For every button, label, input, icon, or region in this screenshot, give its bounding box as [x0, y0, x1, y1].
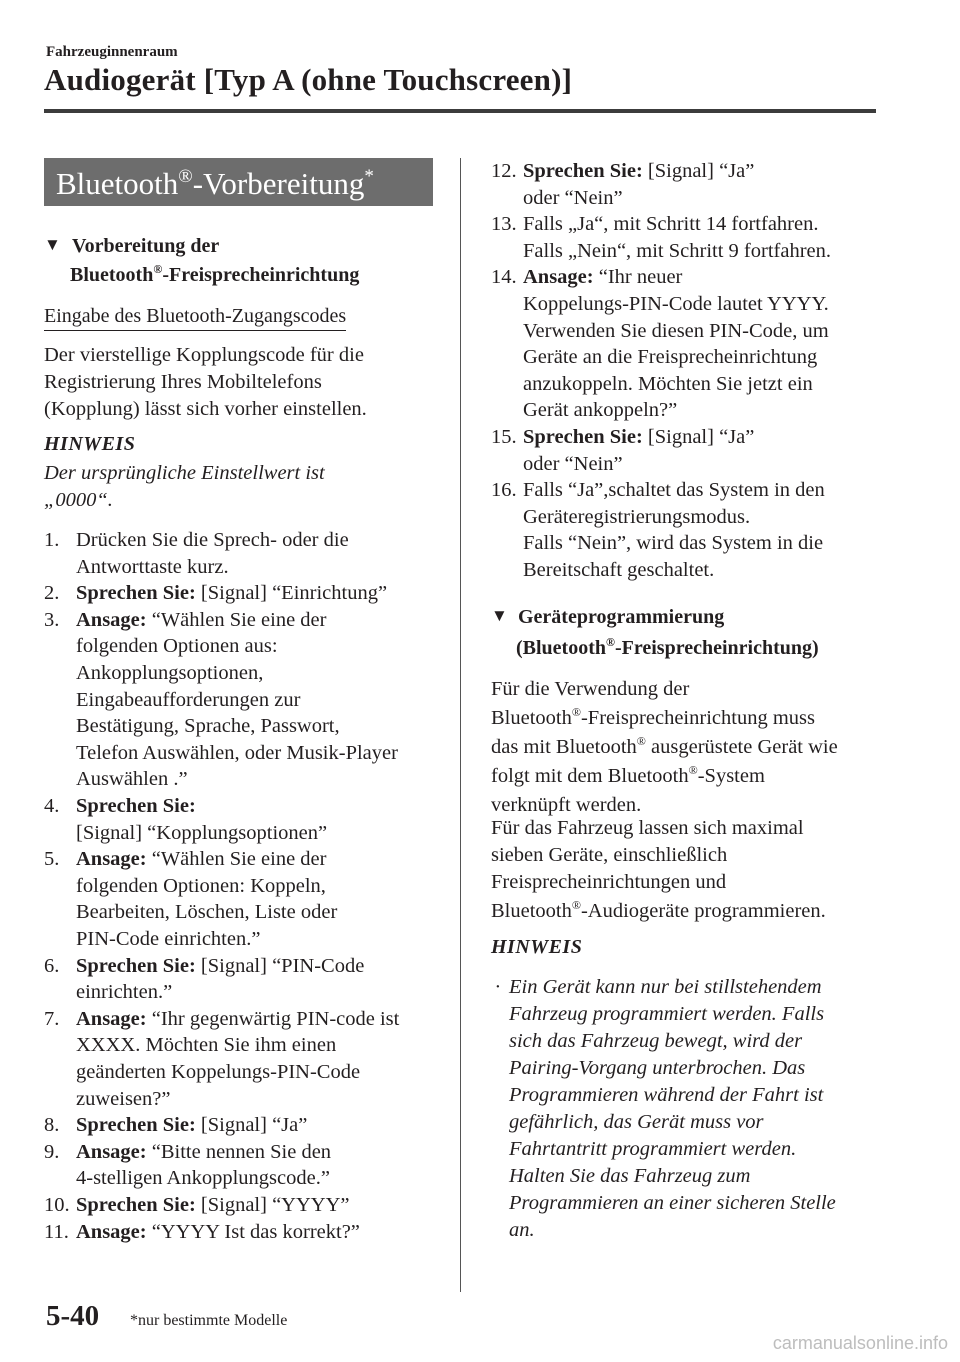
note-label-right: HINWEIS: [491, 936, 583, 958]
text-line: Registrierung Ihres Mobiltelefons: [44, 371, 322, 393]
step-number: 13.: [491, 213, 517, 236]
step-line: Bearbeiten, Löschen, Liste oder: [76, 901, 338, 924]
step-line: Sprechen Sie: [Signal] “YYYY”: [76, 1194, 350, 1216]
triangle-icon: ▼: [491, 606, 508, 625]
step-line: Falls “Ja”,schaltet das System in den: [523, 479, 825, 502]
step-line: anzukoppeln. Möchten Sie jetzt ein: [523, 372, 813, 395]
note-line: Der ursprüngliche Einstellwert ist: [44, 462, 325, 484]
text-line: (Kopplung) lässt sich vorher einstellen.: [44, 398, 367, 420]
step-line: Koppelungs-PIN-Code lautet YYYY.: [523, 293, 829, 315]
note-bullet-line: Programmieren während der Fahrt ist: [509, 1084, 824, 1106]
step-number: 9.: [44, 1140, 60, 1163]
triangle-icon: ▼: [44, 235, 61, 254]
banner-asterisk: *: [364, 166, 374, 187]
note-bullet-line: Fahrzeug programmiert werden. Falls: [509, 1003, 825, 1025]
step-number: 15.: [491, 426, 517, 448]
step-number: 12.: [491, 160, 517, 182]
step-number: 2.: [44, 582, 60, 605]
step-number: 8.: [44, 1114, 60, 1137]
note-label-left: HINWEIS: [44, 433, 136, 455]
subsection-title-line1: Vorbereitung der: [72, 235, 220, 257]
step-line: [Signal] “Kopplungsoptionen”: [76, 821, 328, 844]
step-line: Ansage: “YYYY Ist das korrekt?”: [76, 1220, 360, 1243]
step-line: Auswählen .”: [76, 768, 188, 791]
step-line: Telefon Auswählen, oder Musik-Player: [76, 741, 398, 764]
title-rule: [44, 109, 876, 113]
step-line: Eingabeaufforderungen zur: [76, 688, 301, 711]
paragraph-maximal: Für das Fahrzeug lassen sich maximal sieben Geräte, einschließlich Freisprecheinrichtungen und Bluetooth®-Audiogeräte programmieren.: [491, 817, 826, 922]
note-line: „0000“.: [44, 489, 113, 511]
column-divider: [460, 158, 461, 1292]
section-label: Fahrzeuginnenraum: [46, 44, 178, 60]
subsection2-title-line2: (Bluetooth®-Freisprecheinrichtung): [516, 635, 819, 659]
step-line: zuweisen?”: [76, 1087, 171, 1110]
step-number: 14.: [491, 266, 517, 289]
step-line: Ansage: “Ihr gegenwärtig PIN-code ist: [76, 1007, 400, 1030]
note-text-left: [44, 460, 325, 514]
step-line: Verwenden Sie diesen PIN-Code, um: [523, 319, 829, 342]
text-line: sieben Geräte, einschließlich: [491, 844, 728, 866]
step-line: Gerät ankoppeln?”: [523, 399, 678, 422]
step-number: 6.: [44, 954, 60, 977]
step-line: PIN-Code einrichten.”: [76, 928, 261, 950]
step-line: Sprechen Sie: [Signal] “PIN-Code: [76, 954, 365, 977]
note-bullet-line: Programmieren an einer sicheren Stelle: [509, 1192, 836, 1214]
step-number: 4.: [44, 795, 60, 817]
step-line: Bestätigung, Sprache, Passwort,: [76, 715, 340, 738]
note-bullet-line: Fahrtantritt programmiert werden.: [509, 1138, 797, 1160]
step-line: Sprechen Sie: [Signal] “Ja”: [76, 1114, 308, 1137]
step-line: Falls „Ja“, mit Schritt 14 fortfahren.: [523, 213, 819, 236]
note-bullet-line: sich das Fahrzeug bewegt, wird der: [509, 1030, 803, 1052]
note-bullet-line: Halten Sie das Fahrzeug zum: [509, 1165, 751, 1187]
step-line: folgenden Optionen aus:: [76, 635, 278, 658]
step-line: Ansage: “Wählen Sie eine der: [76, 608, 327, 631]
step-number: 3.: [44, 608, 60, 631]
step-number: 7.: [44, 1007, 60, 1030]
banner-text: Bluetooth: [56, 166, 179, 201]
bullet-icon: ·: [495, 976, 501, 998]
watermark: carmanualsonline.info: [772, 1333, 948, 1353]
step-line: einrichten.”: [76, 981, 173, 1004]
note-bullet-line: Ein Gerät kann nur bei stillstehendem: [509, 976, 822, 998]
section-banner: [44, 158, 433, 206]
paragraph-verwendung: Für die Verwendung der Bluetooth®-Freisprecheinrichtung muss das mit Bluetooth® ausgerüstete Gerät wie folgt mit dem Bluetooth®-System verknüpft werden.: [491, 678, 838, 816]
note-bullet-line: Pairing-Vorgang unterbrochen. Das: [509, 1057, 806, 1079]
step-line: Sprechen Sie: [Signal] “Ja”: [523, 160, 755, 182]
step-number: 16.: [491, 479, 517, 502]
step-line: Sprechen Sie: [Signal] “Einrichtung”: [76, 582, 388, 605]
step-number: 5.: [44, 848, 60, 871]
step-line: Ansage: “Ihr neuer: [523, 266, 683, 289]
banner-suffix: -Vorbereitung: [192, 166, 365, 201]
step-line: Sprechen Sie:: [76, 795, 196, 817]
subsection2-title-line1: Geräteprogrammierung: [518, 606, 725, 628]
step-line: Bereitschaft geschaltet.: [523, 559, 715, 581]
step-line: Ansage: “Bitte nennen Sie den: [76, 1140, 332, 1163]
step-line: folgenden Optionen: Koppeln,: [76, 874, 326, 897]
step-line: Falls “Nein”, wird das System in die: [523, 532, 824, 555]
banner-reg: ®: [178, 166, 193, 187]
step-line: Geräteregistrierungsmodus.: [523, 505, 751, 528]
subsection-title-line2: Bluetooth®-Freisprecheinrichtung: [70, 262, 360, 286]
text-line: Der vierstellige Kopplungscode für die: [44, 344, 364, 366]
note-bullet-line: an.: [509, 1219, 535, 1241]
step-line: Ankopplungsoptionen,: [76, 662, 264, 684]
heading-zugangscode: Eingabe des Bluetooth-Zugangscodes: [44, 303, 346, 330]
page-title: Audiogerät [Typ A (ohne Touchscreen)]: [44, 62, 573, 97]
step-line: Falls „Nein“, mit Schritt 9 fortfahren.: [523, 239, 831, 262]
page-number: 5-40: [46, 1300, 100, 1332]
text-line: Für das Fahrzeug lassen sich maximal: [491, 817, 804, 839]
step-number: 1.: [44, 529, 60, 551]
footnote: *nur bestimmte Modelle: [130, 1312, 288, 1329]
step-line: 4-stelligen Ankopplungscode.”: [76, 1167, 330, 1190]
step-line: Ansage: “Wählen Sie eine der: [76, 848, 327, 871]
step-number: 10.: [44, 1194, 70, 1216]
intro-paragraph: [44, 342, 367, 423]
step-line: oder “Nein”: [523, 452, 623, 475]
step-line: Drücken Sie die Sprech- oder die: [76, 529, 349, 551]
text-line: Freisprecheinrichtungen und: [491, 871, 727, 893]
step-line: Antworttaste kurz.: [76, 555, 229, 578]
step-line: geänderten Koppelungs-PIN-Code: [76, 1061, 361, 1083]
step-number: 11.: [44, 1220, 69, 1243]
note-bullet-line: gefährlich, das Gerät muss vor: [509, 1111, 764, 1133]
step-line: Geräte an die Freisprecheinrichtung: [523, 346, 818, 369]
step-line: XXXX. Möchten Sie ihm einen: [76, 1034, 337, 1057]
step-line: Sprechen Sie: [Signal] “Ja”: [523, 426, 755, 448]
step-line: oder “Nein”: [523, 186, 623, 209]
